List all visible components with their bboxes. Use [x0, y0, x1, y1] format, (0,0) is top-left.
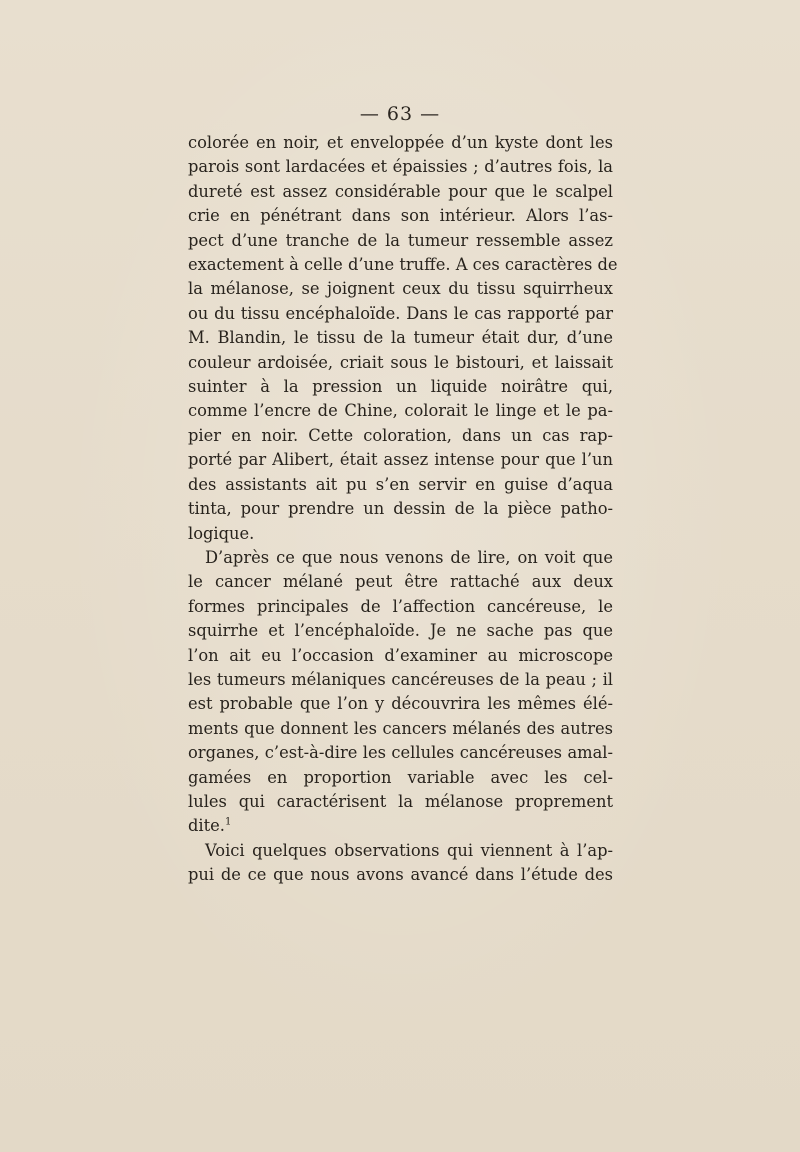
text-line: dite.: [188, 816, 225, 836]
text-line: le cancer mélané peut être rattaché aux deux: [188, 572, 613, 592]
text-line-with-footnote: [188, 814, 613, 838]
footnote-mark: 1: [224, 816, 232, 828]
text-line: colorée en noir, et enveloppée d’un kyste dont les: [188, 133, 613, 152]
text-line: D’après ce que nous venons de lire, on voit que: [205, 547, 613, 567]
text-line: ments que donnent les cancers mélanés des autres: [188, 718, 613, 738]
text-line: suinter à la pression un liquide noirâtre qui,: [188, 377, 613, 397]
text-line: des assistants ait pu s’en servir en guise d’aqua: [188, 474, 613, 494]
text-line: Voici quelques observations qui viennent à l’ap-: [205, 840, 613, 860]
text-line: logique.: [188, 523, 255, 543]
text-line: organes, c’est-à-dire les cellules cancéreuses amal-: [188, 743, 613, 763]
text-line: l’on ait eu l’occasion d’examiner au microscope: [188, 645, 613, 665]
text-line: porté par Alibert, était assez intense pour que l’un: [188, 450, 613, 470]
text-line: crie en pénétrant dans son intérieur. Alors l’as-: [188, 206, 613, 226]
text-line: squirrhe et l’encéphaloïde. Je ne sache pas que: [188, 621, 613, 641]
text-line: exactement à celle d’une truffe. A ces caractères de: [188, 255, 618, 275]
text-line: formes principales de l’affection cancéreuse, le: [188, 596, 613, 616]
text-line: la mélanose, se joignent ceux du tissu squirrheux: [188, 279, 613, 299]
body-text: [188, 131, 618, 888]
text-line: pier en noir. Cette coloration, dans un cas rap-: [188, 425, 613, 445]
text-line: lules qui caractérisent la mélanose proprement: [188, 791, 613, 811]
text-line: pui de ce que nous avons avancé dans l’étude des: [188, 865, 613, 885]
text-line: couleur ardoisée, criait sous le bistouri, et laissait: [188, 352, 613, 372]
text-line: tinta, pour prendre un dessin de la pièce patho-: [188, 499, 613, 519]
text-line: gamées en proportion variable avec les cel-: [188, 767, 613, 787]
text-line: parois sont lardacées et épaissies ; d’autres fois, la: [188, 157, 613, 177]
text-line: pect d’une tranche de la tumeur ressemble assez: [188, 230, 613, 250]
text-line: comme l’encre de Chine, colorait le linge et le pa-: [188, 401, 613, 421]
text-line: ou du tissu encéphaloïde. Dans le cas rapporté par: [188, 303, 613, 323]
text-line: les tumeurs mélaniques cancéreuses de la peau ; il: [188, 669, 613, 689]
text-line: dureté est assez considérable pour que le scalpel: [188, 181, 613, 201]
text-line: M. Blandin, le tissu de la tumeur était dur, d’une: [188, 328, 613, 348]
text-line: est probable que l’on y découvrira les mêmes élé-: [188, 694, 613, 714]
page-number: — 63 —: [359, 103, 441, 125]
